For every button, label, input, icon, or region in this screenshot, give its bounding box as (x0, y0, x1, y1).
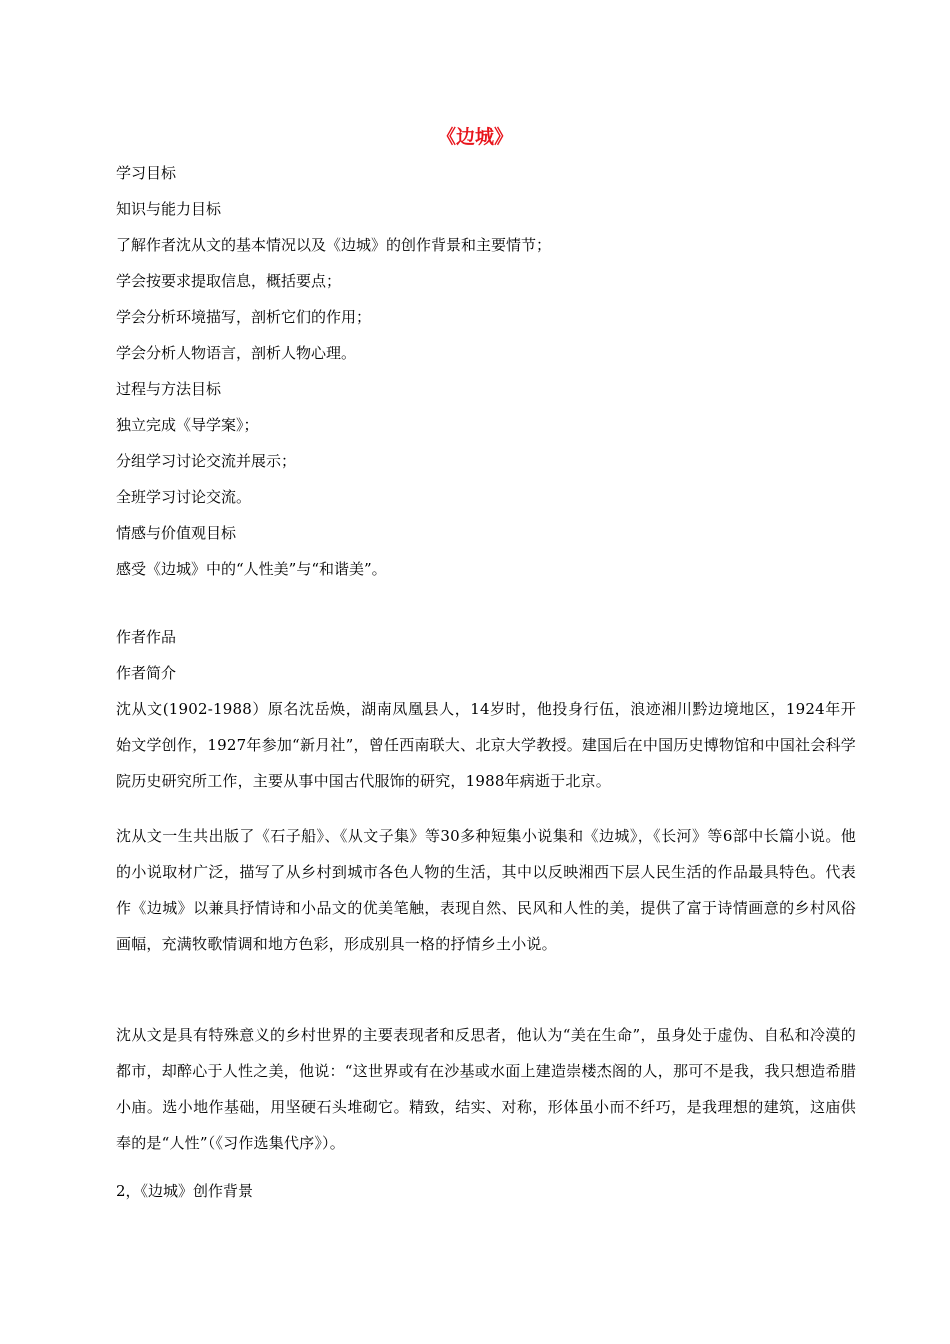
author-philosophy-paragraph: 沈从文是具有特殊意义的乡村世界的主要表现者和反思者，他认为“美在生命”，虽身处于虚伪、自私和冷漠的都市，却醉心于人性之美，他说：“这世界或有在沙基或水面上建造崇楼杰阁的人，那可不是我，我只想造希腊小庙。选小地作基础，用坚硬石头堆砌它。精致，结实、对称，形体虽小而不纤巧，是我理想的建筑，这庙供奉的是“人性”（《习作选集代序》）。 (116, 1026, 856, 1152)
author-intro-heading: 作者简介 (116, 664, 177, 682)
process-goal-item: 分组学习讨论交流并展示； (116, 452, 297, 470)
document-title: 《边城》 (436, 126, 513, 148)
knowledge-goals-heading: 知识与能力目标 (116, 200, 222, 218)
author-works-paragraph: 沈从文一生共出版了《石子船》、《从文子集》等30多种短集小说集和《边城》，《长河》等6部中长篇小说。他的小说取材广泛，描写了从乡村到城市各色人物的生活，其中以反映湘西下层人民生活的作品最具特色。代表作《边城》以兼具抒情诗和小品文的优美笔触，表现自然、民风和人性的美，提供了富于诗情画意的乡村风俗画幅，充满牧歌情调和地方色彩，形成别具一格的抒情乡土小说。 (116, 827, 856, 953)
author-bio-paragraph: 沈从文(1902-1988）原名沈岳焕，湖南凤凰县人，14岁时，他投身行伍，浪迹湘川黔边境地区，1924年开始文学创作，1927年参加“新月社”，曾任西南联大、北京大学教授。建国后在中国历史博物馆和中国社会科学院历史研究所工作，主要从事中国古代服饰的研究，1988年病逝于北京。 (116, 700, 856, 790)
process-goal-item: 全班学习讨论交流。 (116, 488, 252, 506)
process-goal-item: 独立完成《导学案》； (116, 416, 259, 434)
knowledge-goal-item: 学会分析人物语言，剖析人物心理。 (116, 344, 357, 362)
knowledge-goal-item: 学会按要求提取信息，概括要点； (116, 272, 342, 290)
emotion-goal-item: 感受《边城》中的“人性美”与“和谐美”。 (116, 560, 387, 578)
knowledge-goal-item: 学会分析环境描写，剖析它们的作用； (116, 308, 372, 326)
author-works-heading: 作者作品 (116, 628, 177, 646)
knowledge-goal-item: 了解作者沈从文的基本情况以及《边城》的创作背景和主要情节； (116, 236, 552, 254)
emotion-goals-heading: 情感与价值观目标 (116, 524, 237, 542)
background-heading: 2，《边城》创作背景 (116, 1182, 254, 1200)
process-goals-heading: 过程与方法目标 (116, 380, 222, 398)
learning-goals-heading: 学习目标 (116, 164, 177, 182)
